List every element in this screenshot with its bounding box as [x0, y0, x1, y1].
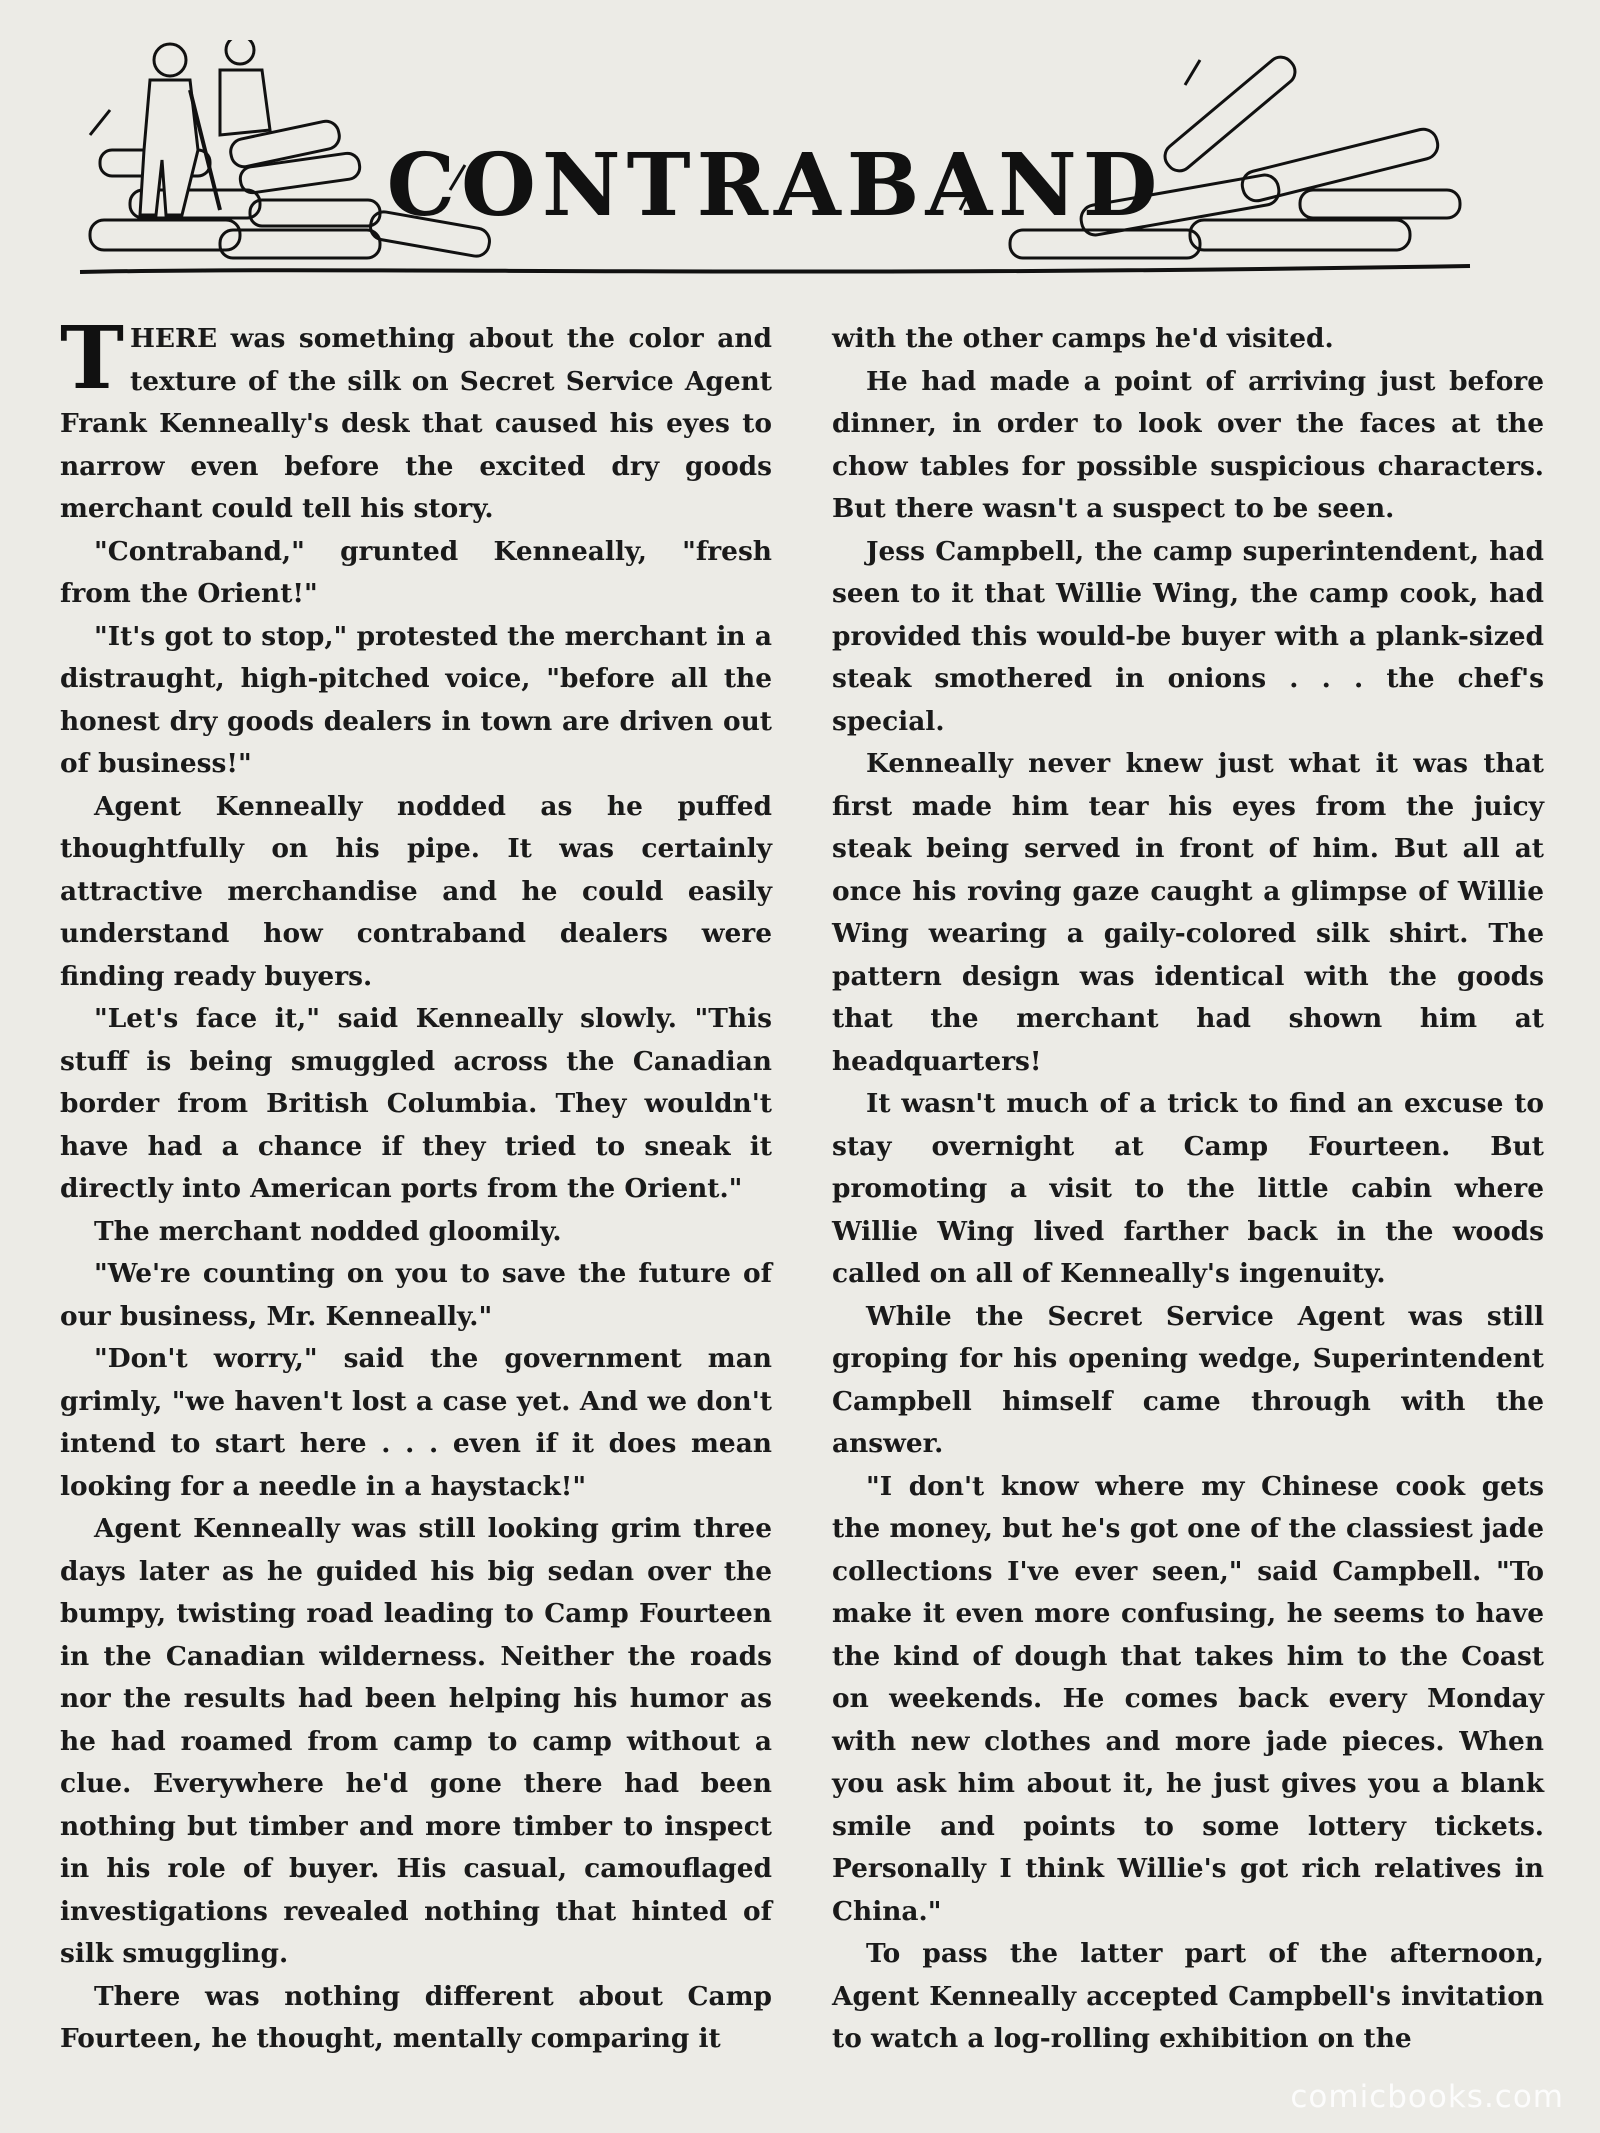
paragraph: It wasn't much of a trick to find an excuse to stay overnight at Camp Fourteen. But promoting a visit to the little cabin where Willie Wing lived farther back in the woods called on all of Kenneally's ingenuity.: [832, 1088, 1544, 1289]
paragraph: THERE was something about the color and texture of the silk on Secret Service Agent Frank Kenneally's desk that caused his eyes to narrow even before the excited dry goods merchant could tell his story.: [60, 308, 772, 524]
drop-cap: T: [60, 308, 124, 409]
paragraph: While the Secret Service Agent was still groping for his opening wedge, Superintendent Campbell himself came through with the answer.: [832, 1300, 1544, 1459]
article-column-right: [832, 318, 1544, 2061]
paragraph: "Contraband," grunted Kenneally, "fresh from the Orient!": [60, 535, 772, 609]
paragraph: "Let's face it," said Kenneally slowly. "This stuff is being smuggled across the Canadian border from British Columbia. They wouldn't have had a chance if they tried to sneak it directly into American ports from the Orient.": [60, 1003, 772, 1204]
paragraph: "It's got to stop," protested the merchant in a distraught, high-pitched voice, "before all the honest dry goods dealers in town are driven out of business!": [60, 620, 772, 779]
paragraph: "We're counting on you to save the future of our business, Mr. Kenneally.": [60, 1258, 772, 1332]
watermark: comicbooks.com: [1290, 2079, 1564, 2115]
paragraph: "I don't know where my Chinese cook gets the money, but he's got one of the classiest jade collections I've ever seen," said Campbell. "To make it even more confusing, he seems to have the kind of dough that takes him to the Coast on weekends. He comes back every Monday with new clothes and more jade pieces. When you ask him about it, he just gives you a blank smile and points to some lottery tickets. Personally I think Willie's got rich relatives in China.": [832, 1470, 1544, 1927]
paragraph: Agent Kenneally nodded as he puffed thoughtfully on his pipe. It was certainly attractive merchandise and he could easily understand how contraband dealers were finding ready buyers.: [60, 790, 772, 992]
paragraph: Jess Campbell, the camp superintendent, had seen to it that Willie Wing, the camp cook, had provided this would-be buyer with a plank-sized steak smothered in onions . . . the chef's special.: [832, 535, 1544, 737]
paragraph: The merchant nodded gloomily.: [94, 1215, 562, 1247]
story-header: [70, 40, 1480, 290]
paragraph: There was nothing different about Camp Fourteen, he thought, mentally comparing it: [60, 1980, 772, 2054]
paragraph: He had made a point of arriving just before dinner, in order to look over the faces at the chow tables for possible suspicious characters. But there wasn't a suspect to be seen.: [832, 365, 1544, 524]
paragraph: Agent Kenneally was still looking grim three days later as he guided his big sedan over the bumpy, twisting road leading to Camp Fourteen in the Canadian wilderness. Neither the roads nor the results had been helping his humor as he had roamed from camp to camp without a clue. Everywhere he'd gone there had been nothing but timber and more timber to inspect in his role of buyer. His casual, camouflaged investigations revealed nothing that hinted of silk smuggling.: [60, 1513, 772, 1969]
paragraph: "Don't worry," said the government man grimly, "we haven't lost a case yet. And we don't intend to start here . . . even if it does mean looking for a needle in a haystack!": [60, 1343, 772, 1502]
paragraph: To pass the latter part of the afternoon, Agent Kenneally accepted Campbell's invitation to watch a log-rolling exhibition on the: [832, 1938, 1544, 2054]
paragraph-continuation: with the other camps he'd visited.: [832, 323, 1334, 354]
paragraph: Kenneally never knew just what it was that first made him tear his eyes from the juicy steak being served in front of him. But all at once his roving gaze caught a glimpse of Willie Wing wearing a gaily-colored silk shirt. The pattern design was identical with the goods that the merchant had shown him at headquarters!: [832, 748, 1544, 1077]
story-title: CONTRABAND: [386, 135, 1164, 236]
article-column-left: [60, 308, 772, 2061]
